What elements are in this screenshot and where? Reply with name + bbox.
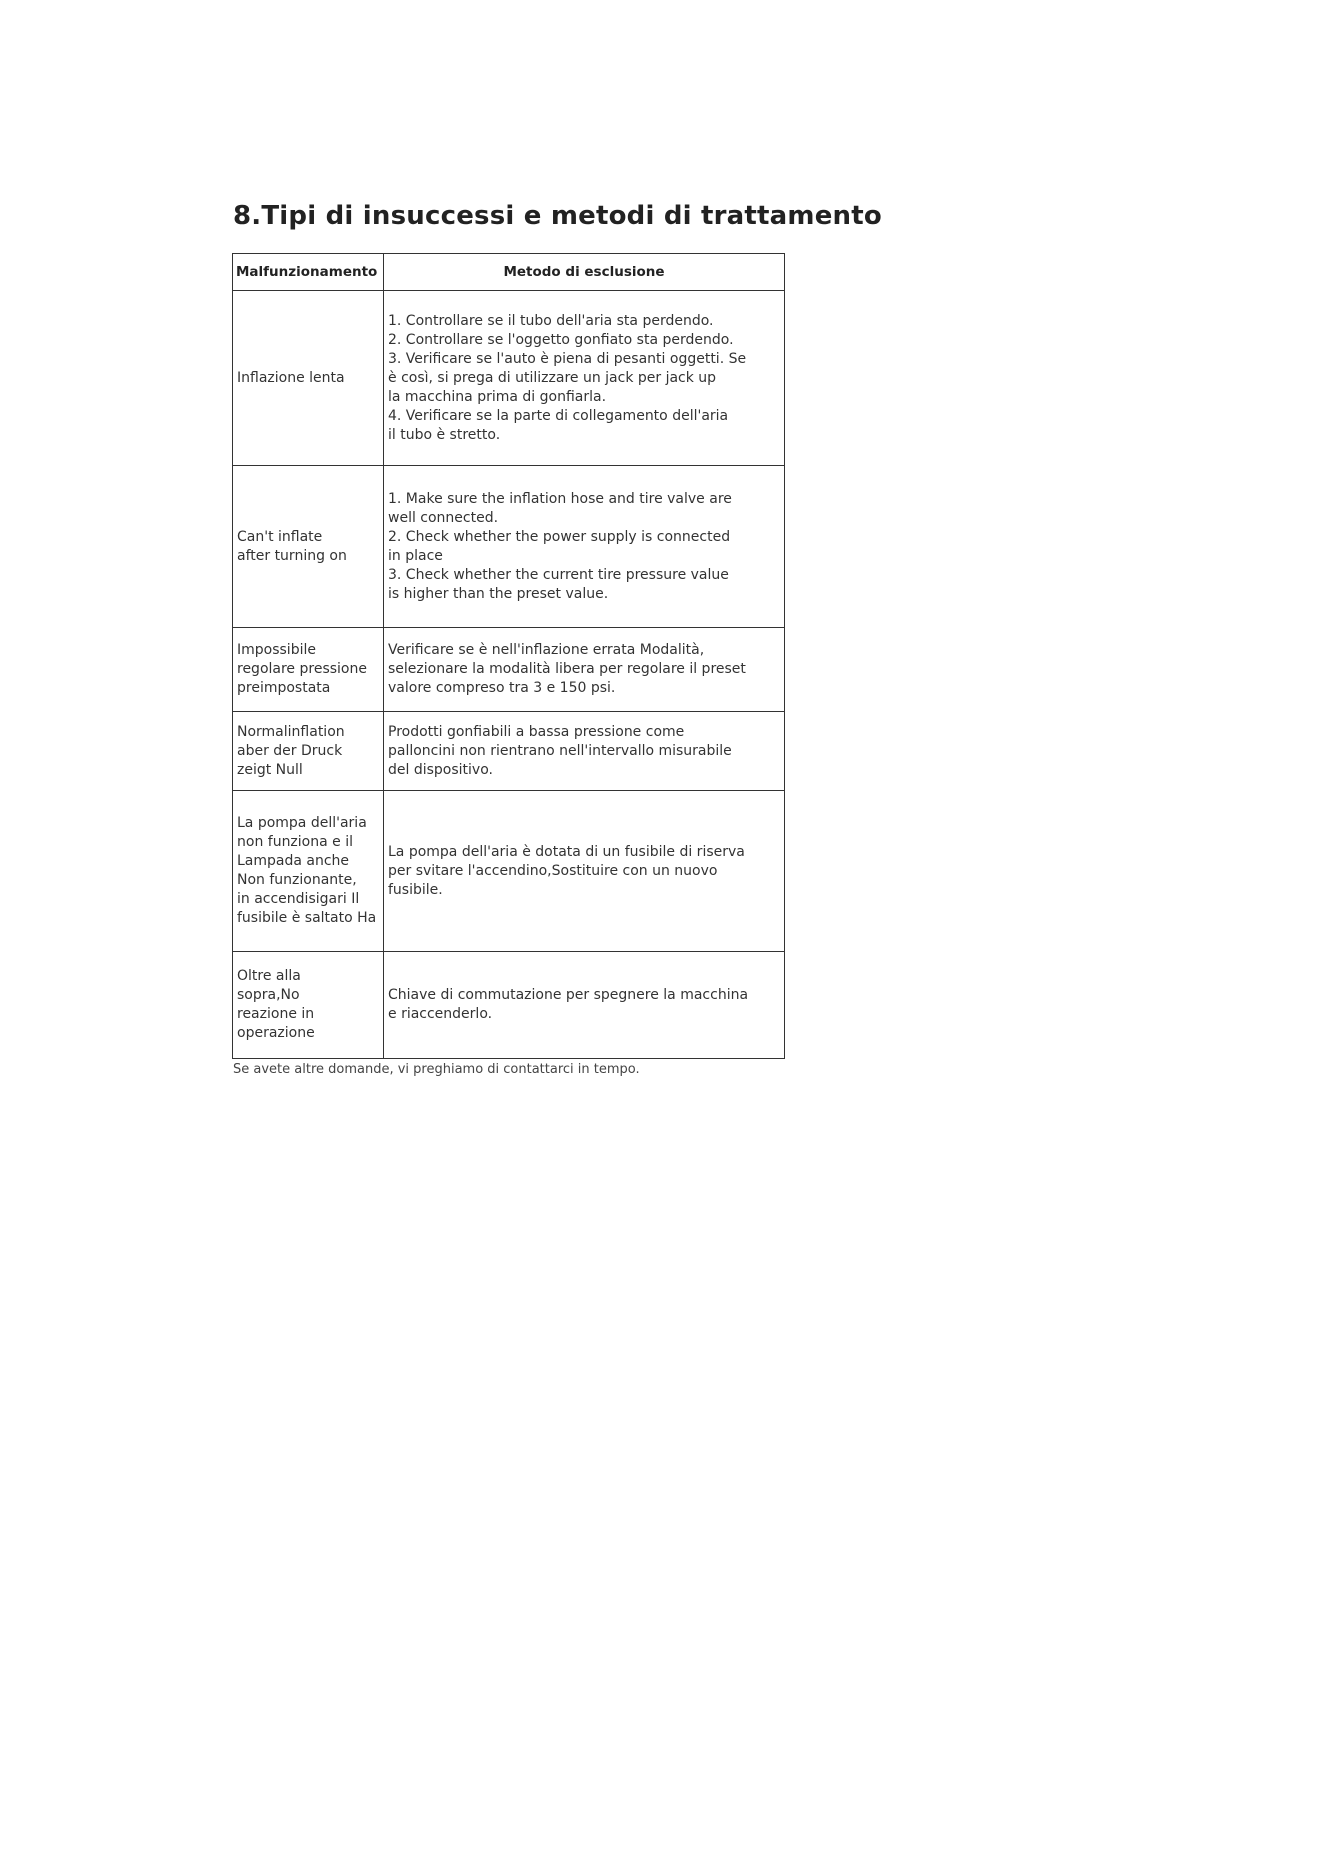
fault-line: in accendisigari Il xyxy=(237,891,360,907)
method-line: palloncini non rientrano nell'intervallo misurabile xyxy=(388,742,732,759)
method-cell xyxy=(384,466,785,628)
fault-line: regolare pressione xyxy=(237,661,367,677)
table-row xyxy=(233,628,785,712)
column-header-method: Metodo di esclusione xyxy=(384,254,785,291)
fault-cell xyxy=(233,952,384,1059)
method-line: il tubo è stretto. xyxy=(388,426,501,443)
method-line: well connected. xyxy=(388,509,499,526)
table-header-row xyxy=(233,254,785,291)
fault-line: aber der Druck xyxy=(237,742,343,759)
table-row xyxy=(233,952,785,1059)
method-line: e riaccenderlo. xyxy=(388,1006,493,1022)
fault-cell xyxy=(233,291,384,466)
troubleshooting-table xyxy=(232,253,785,1059)
method-line: in place xyxy=(388,547,443,564)
table-row xyxy=(233,712,785,791)
method-line: La pompa dell'aria è dotata di un fusibile di riserva xyxy=(388,843,745,860)
method-line: 4. Verificare se la parte di collegamento dell'aria xyxy=(388,407,729,424)
method-line: is higher than the preset value. xyxy=(388,585,609,602)
fault-line: La pompa dell'aria xyxy=(237,815,367,831)
method-cell xyxy=(384,791,785,952)
method-cell xyxy=(384,628,785,712)
method-line: Chiave di commutazione per spegnere la macchina xyxy=(388,987,749,1003)
method-line: per svitare l'accendino,Sostituire con un nuovo xyxy=(388,862,718,879)
fault-line: after turning on xyxy=(237,547,347,564)
method-line: 2. Controllare se l'oggetto gonfiato sta perdendo. xyxy=(388,331,734,348)
method-line: la macchina prima di gonfiarla. xyxy=(388,388,607,405)
method-line: 3. Verificare se l'auto è piena di pesanti oggetti. Se xyxy=(388,350,747,367)
method-cell xyxy=(384,291,785,466)
method-line: valore compreso tra 3 e 150 psi. xyxy=(388,680,616,696)
method-line: fusibile. xyxy=(388,881,443,898)
method-cell xyxy=(384,712,785,791)
fault-line: zeigt Null xyxy=(237,761,303,778)
fault-line: operazione xyxy=(237,1025,315,1041)
fault-line: Inflazione lenta xyxy=(237,369,345,386)
method-line: del dispositivo. xyxy=(388,761,493,778)
fault-cell xyxy=(233,466,384,628)
fault-cell xyxy=(233,791,384,952)
fault-line: preimpostata xyxy=(237,680,331,696)
fault-line: Normalinflation xyxy=(237,723,345,740)
fault-line: Lampada anche xyxy=(237,853,350,869)
fault-line: Non funzionante, xyxy=(237,872,357,888)
fault-line: sopra,No xyxy=(237,987,300,1003)
fault-line: Impossibile xyxy=(237,642,316,658)
fault-line: non funziona e il xyxy=(237,834,353,850)
fault-line: Can't inflate xyxy=(237,528,323,545)
method-line: Verificare se è nell'inflazione errata Modalità, xyxy=(388,642,705,658)
method-line: Prodotti gonfiabili a bassa pressione come xyxy=(388,723,685,740)
fault-cell xyxy=(233,628,384,712)
method-line: 2. Check whether the power supply is connected xyxy=(388,528,731,545)
table-row xyxy=(233,791,785,952)
table-row xyxy=(233,466,785,628)
fault-cell xyxy=(233,712,384,791)
table-row xyxy=(233,291,785,466)
page-title: 8.Tipi di insuccessi e metodi di trattamento xyxy=(233,201,882,231)
method-line: 1. Make sure the inflation hose and tire valve are xyxy=(388,490,732,507)
method-cell xyxy=(384,952,785,1059)
method-line: 3. Check whether the current tire pressure value xyxy=(388,566,729,583)
fault-line: reazione in xyxy=(237,1006,315,1022)
fault-line: Oltre alla xyxy=(237,968,301,984)
method-line: 1. Controllare se il tubo dell'aria sta perdendo. xyxy=(388,312,714,329)
footer-note: Se avete altre domande, vi preghiamo di contattarci in tempo. xyxy=(233,1062,640,1077)
method-line: selezionare la modalità libera per regolare il preset xyxy=(388,661,746,677)
fault-line: fusibile è saltato Ha xyxy=(237,910,377,926)
column-header-fault: Malfunzionamento xyxy=(233,254,384,291)
method-line: è così, si prega di utilizzare un jack per jack up xyxy=(388,369,717,386)
